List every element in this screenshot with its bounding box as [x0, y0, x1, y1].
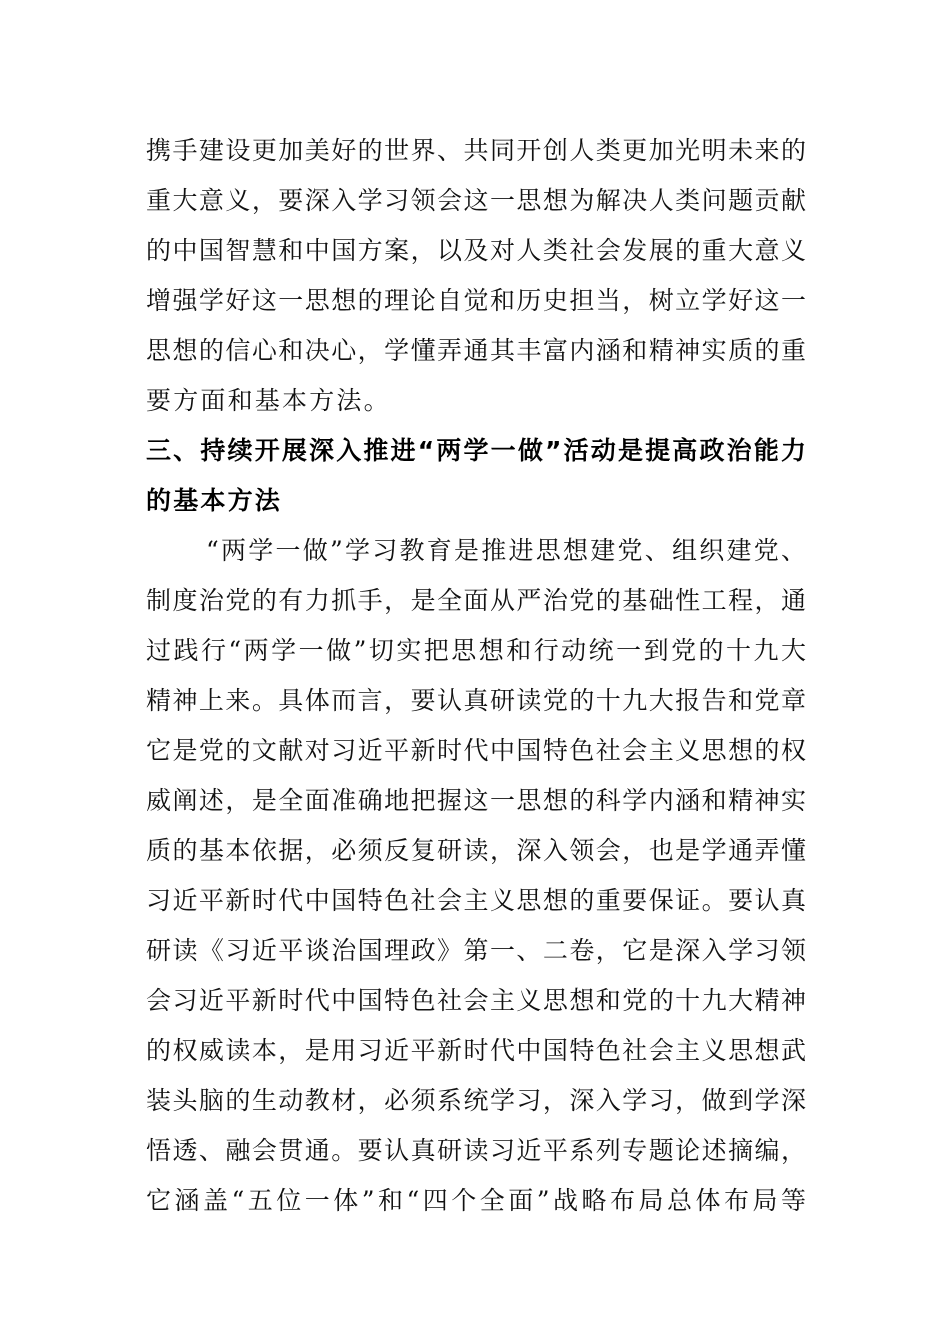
body-text-line: 携手建设更加美好的世界、共同开创人类更加光明未来的	[146, 136, 806, 165]
body-text-line: 习近平新时代中国特色社会主义思想的重要保证。要认真	[146, 886, 806, 915]
body-text-line: 装头脑的生动教材，必须系统学习，深入学习，做到学深	[146, 1086, 806, 1115]
body-text-line: 质的基本依据，必须反复研读，深入领会，也是学通弄懂	[146, 836, 806, 865]
body-text-line: 威阐述，是全面准确地把握这一思想的科学内涵和精神实	[146, 786, 806, 815]
section-heading: 的基本方法	[146, 486, 283, 515]
body-text-line: 它是党的文献对习近平新时代中国特色社会主义思想的权	[146, 736, 806, 765]
section-heading: 三、持续开展深入推进“两学一做”活动是提高政治能力	[146, 436, 806, 465]
body-text-line: 的权威读本，是用习近平新时代中国特色社会主义思想武	[146, 1036, 806, 1065]
body-text-line: 重大意义，要深入学习领会这一思想为解决人类问题贡献	[146, 186, 806, 215]
body-text-line: 过践行“两学一做”切实把思想和行动统一到党的十九大	[146, 636, 806, 665]
body-text-line: 要方面和基本方法。	[146, 386, 391, 415]
body-text-line: 会习近平新时代中国特色社会主义思想和党的十九大精神	[146, 986, 806, 1015]
body-text-line: 精神上来。具体而言，要认真研读党的十九大报告和党章	[146, 686, 806, 715]
body-text-line: 的中国智慧和中国方案，以及对人类社会发展的重大意义	[146, 236, 806, 265]
body-text-line: 悟透、融会贯通。要认真研读习近平系列专题论述摘编，	[146, 1136, 806, 1165]
body-text-line: 它涵盖“五位一体”和“四个全面”战略布局总体布局等	[146, 1186, 806, 1215]
body-text-line: 制度治党的有力抓手，是全面从严治党的基础性工程，通	[146, 586, 806, 615]
body-text-line: 增强学好这一思想的理论自觉和历史担当，树立学好这一	[146, 286, 806, 315]
body-text-line: 思想的信心和决心，学懂弄通其丰富内涵和精神实质的重	[146, 336, 806, 365]
body-text-line: “两学一做”学习教育是推进思想建党、组织建党、	[206, 536, 806, 565]
body-text-line: 研读《习近平谈治国理政》第一、二卷，它是深入学习领	[146, 936, 806, 965]
